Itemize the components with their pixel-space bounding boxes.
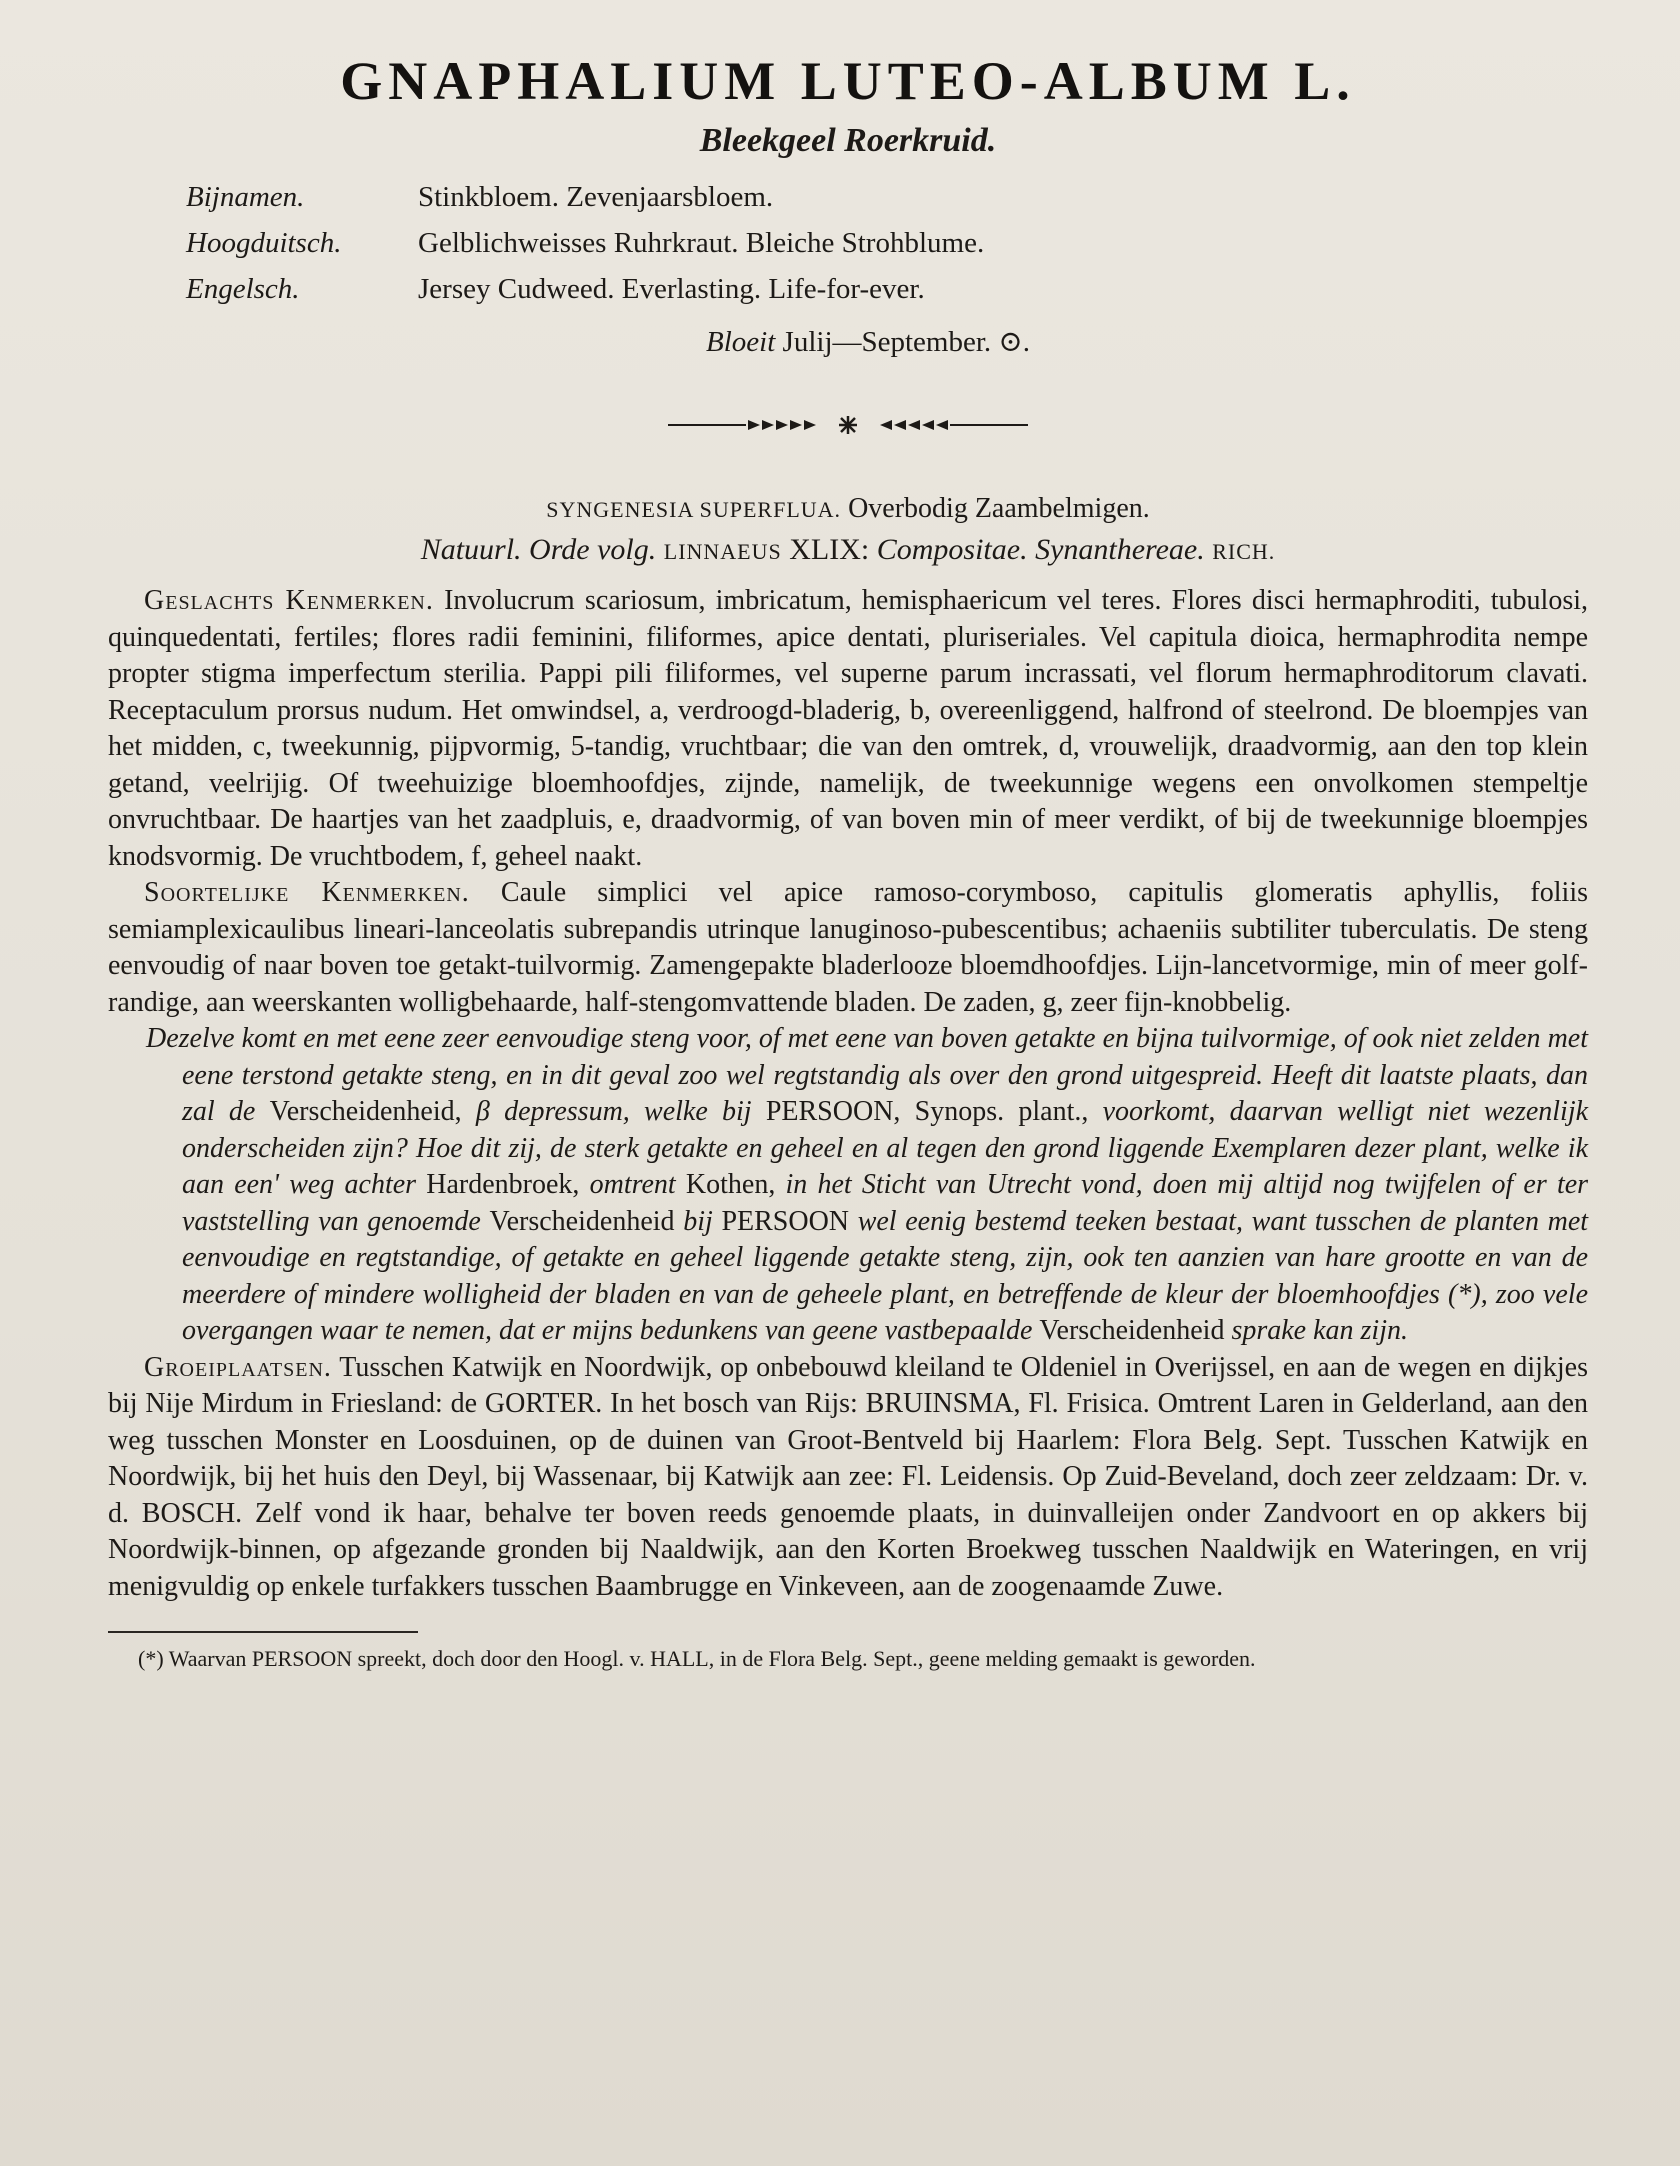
vernacular-names [186,174,1588,312]
class-dutch: Overbodig Zaambelmigen. [848,493,1150,524]
footnote-rule [108,1631,418,1633]
species-characters [108,875,1588,1021]
obs-text: Dezelve komt en met eene zeer eenvoudige steng voor, of met eene van boven getakte en bijna tuilvormige, of ook niet zelden met eene terstond getakte steng, en in dit geval zoo wel regtstandig als over den grond uitgespreid. Heeft dit laatste plaats, dan zal de [146,1023,1588,1127]
section-heading: Geslachts Kenmerken. [144,585,434,616]
obs-upright: Verscheidenheid [1039,1315,1225,1346]
observation-paragraph [146,1021,1589,1350]
genus-characters [108,583,1588,875]
obs-text: β depressum, welke bij [475,1096,752,1127]
linnaean-class [108,493,1588,525]
order-author: LINNAEUS [663,539,782,564]
names-row [186,174,1588,220]
obs-text: in het Sticht van Utrecht vond, doen mij altijd nog twijfelen of er ter vaststelling van genoemde [182,1169,1589,1237]
footnote: (*) Waarvan PERSOON spreekt, doch door den Hoogl. v. HALL, in de Flora Belg. Sept., geene melding gemaakt is geworden. [138,1646,1256,1671]
obs-upright: Verscheidenheid [489,1205,675,1237]
section-text: Tusschen Katwijk en Noordwijk, op onbebouwd kleiland te Oldeniel in Overijssel, en aan de wegen en dijkjes bij Nije Mirdum in Friesland: de GORTER. In het bosch van Rijs: BRUINSMA, Fl. Frisica. Omtrent Laren in Gelderland, aan den weg tusschen Monster en Loosduinen, op de duinen van Groot-Bentveld bij Haarlem: Flora Belg. Sept. Tusschen Katwijk en Noordwijk, bij het huis den Deyl, bij Wassenaar, bij Katwijk aan zee: Fl. Leidensis. Op Zuid-Beveland, doch zeer zeldzaam: Dr. v. d. BOSCH. Zelf vond ik haar, behalve ter boven reeds genoemde plaats, in duinvalleijen onder Zandvoort en op akkers bij Noordwijk-binnen, op afgezande gronden bij Naaldwijk, aan den Korten Broekweg tusschen Naaldwijk en Wateringen, en vrij menigvuldig op enkele turfakkers tusschen Baambrugge en Vinkeveen, aan de zoogenaamde Zuwe. [108,1351,1588,1602]
names-row [186,266,1588,312]
names-label: Bijnamen. [186,181,305,213]
section-heading: Soortelijke Kenmerken. [144,877,470,908]
flowering-period [148,324,1588,359]
obs-text: voorkomt, daarvan welligt niet wezenlijk onderscheiden zijn? Hoe dit zij, de sterk getakte en geheel en al tegen den grond liggende Exemplaren dezer plant, welke ik aan een' weg achter [182,1096,1589,1200]
obs-upright: PERSOON, Synops. plant., [765,1096,1089,1127]
habitats [108,1350,1588,1606]
names-label: Hoogduitsch. [186,227,342,259]
bloei-value: Julij—September. ⊙. [782,326,1030,358]
names-value: Jersey Cudweed. Everlasting. Life-for-ever. [418,273,925,305]
obs-upright: PERSOON [721,1205,850,1237]
obs-upright: Hardenbroek, [426,1169,580,1200]
natural-order [108,533,1588,567]
obs-text: bij [683,1205,713,1237]
ornament-icon [668,415,1028,435]
bloei-label: Bloeit [706,326,776,358]
obs-upright: Kothen, [685,1169,776,1200]
section-text: Involucrum scariosum, imbricatum, hemisphaericum vel teres. Flores disci hermaphroditi, tubulosi, quinquedentati, fertiles; flores radii feminini, filiformes, apice dentati, pluriseriales. Vel capitula dioica, hermaphrodita nempe propter stigma imperfectum sterilia. Pappi pili filiformes, vel superne parum incrassati, vel florum hermaphroditorum clavati. Receptaculum prorsus nudum. Het omwindsel, a, verdroogd-bladerig, b, overeenliggend, halfrond of steelrond. De bloempjes van het midden, c, tweekunnig, pijpvormig, 5-tandig, vruchtbaar; die van den omtrek, d, vrouwelijk, draadvormig, aan den top klein getand, veelrijig. Of tweehuizige bloemhoofdjes, zijnde, namelijk, de tweekunnige wegens een onvolkomen stempeltje onvruchtbaar. De haartjes van het zaadpluis, e, draadvormig, of van boven min of meer verdikt, of bij de tweekunnige bloempjes knodsvormig. De vruchtbodem, f, geheel naakt. [108,585,1588,872]
ornament-divider [108,415,1588,435]
obs-text: wel eenig bestemd teeken bestaat, want tusschen de planten met eenvoudige en regtstandige, of getakte en geheel liggende getakte steng, zijn, ook ten aanzien van hare grootte en van de meerdere of mindere wolligheid der bladen en van de geheele plant, en betreffende de kleur der bloemhoofdjes (*), zoo vele overgangen waar te nemen, dat er mijns bedunkens van geene vastbepaalde [182,1205,1589,1346]
obs-upright: Verscheidenheid, [269,1096,462,1127]
order-name: Compositae. Synanthereae. [876,533,1205,566]
obs-text: omtrent [589,1169,676,1200]
section-text: Caule simplici vel apice ramoso-corymboso, capitulis glomeratis aphyllis, foliis semiamplexicaulibus lineari-lanceolatis subrepandis utrinque lanuginoso-pubescentibus; achaeniis subtiliter tuberculatis. De steng eenvoudig of naar boven toe getakt-tuilvormig. Zamengepakte bladerlooze bloemdhoofdjes. Lijn-lancetvormige, min of meer golf-randige, aan weerskanten wolligbehaarde, half-stengomvattende bladen. De zaden, g, zeer fijn-knobbelig. [108,877,1588,1018]
dutch-name: Bleekgeel Roerkruid. [699,122,997,159]
obs-text: sprake kan zijn. [1231,1315,1408,1346]
names-value: Stinkbloem. Zevenjaarsbloem. [418,181,774,213]
order-number: XLIX: [789,533,870,566]
order-suffix: RICH. [1212,539,1276,564]
class-latin: SYNGENESIA SUPERFLUA. [546,497,842,522]
order-prefix: Natuurl. Orde volg. [420,533,657,566]
names-row [186,220,1588,266]
names-value: Gelblichweisses Ruhrkraut. Bleiche Strohblume. [418,227,985,259]
names-label: Engelsch. [186,273,300,305]
section-heading: Groeiplaatsen. [144,1351,332,1383]
page-title: GNAPHALIUM LUTEO-ALBUM L. [340,51,1356,111]
